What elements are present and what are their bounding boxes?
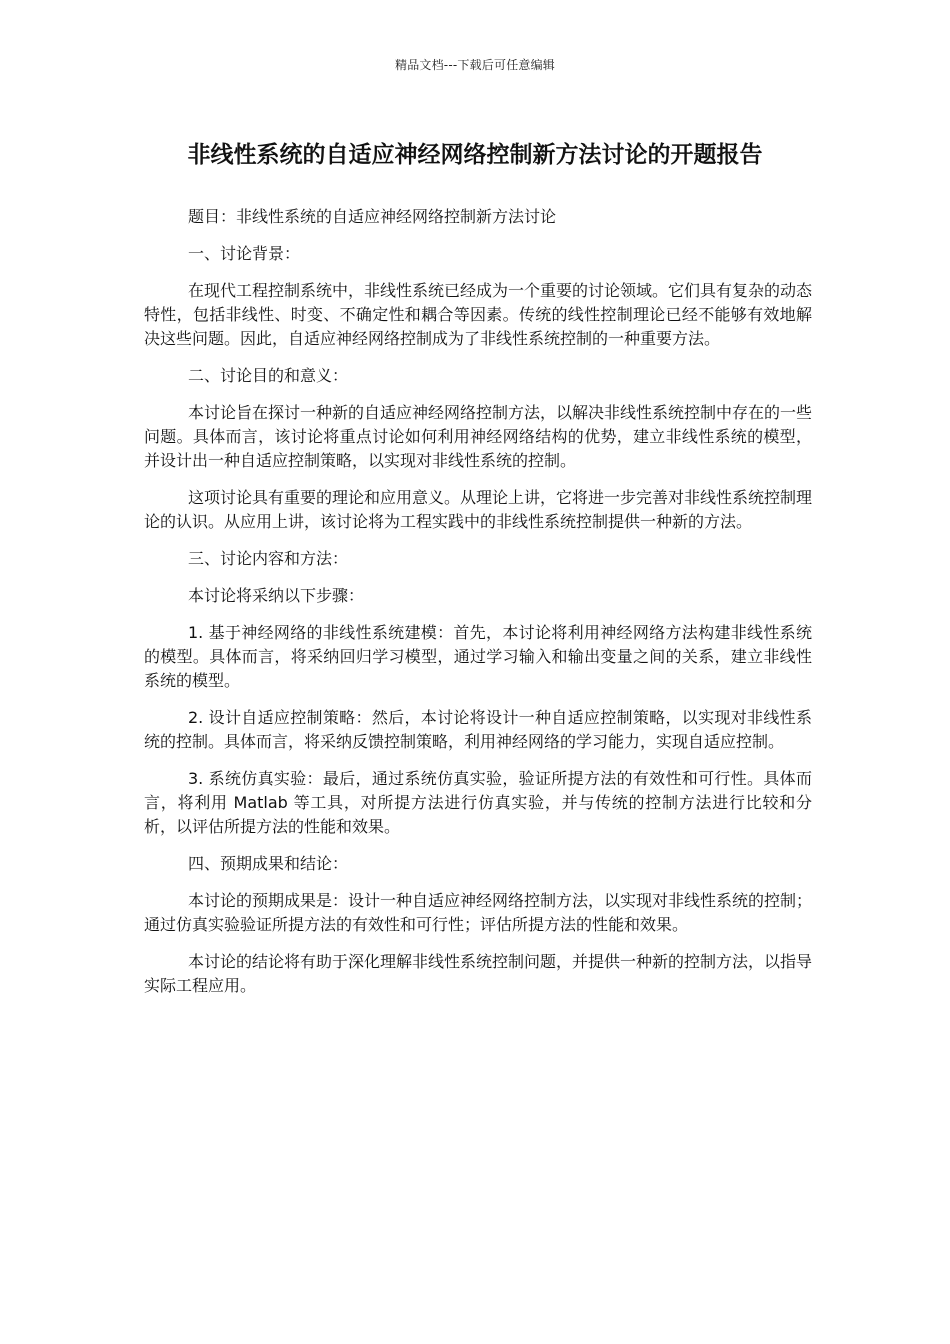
document-body (144, 205, 812, 1011)
method-step-1: 1. 基于神经网络的非线性系统建模：首先，本讨论将利用神经网络方法构建非线性系统的模型。具体而言，将采纳回归学习模型，通过学习输入和输出变量之间的关系，建立非线性系统的模型。 (144, 623, 812, 690)
method-step-2: 2. 设计自适应控制策略：然后，本讨论将设计一种自适应控制策略，以实现对非线性系统的控制。具体而言，将采纳反馈控制策略，利用神经网络的学习能力，实现自适应控制。 (144, 708, 812, 751)
methods-intro: 本讨论将采纳以下步骤： (188, 586, 365, 605)
conclusion-paragraph: 本讨论的结论将有助于深化理解非线性系统控制问题，并提供一种新的控制方法，以指导实际工程应用。 (144, 952, 813, 995)
significance-paragraph: 这项讨论具有重要的理论和应用意义。从理论上讲，它将进一步完善对非线性系统控制理论的认识。从应用上讲，该讨论将为工程实践中的非线性系统控制提供一种新的方法。 (144, 488, 813, 531)
section-heading-purpose: 二、讨论目的和意义： (188, 366, 349, 385)
outcomes-paragraph: 本讨论的预期成果是：设计一种自适应神经网络控制方法，以实现对非线性系统的控制；通过仿真实验验证所提方法的有效性和可行性；评估所提方法的性能和效果。 (144, 891, 813, 934)
section-heading-methods: 三、讨论内容和方法： (188, 549, 349, 568)
page-header-note: 精品文档---下载后可任意编辑 (395, 58, 555, 72)
document-title: 非线性系统的自适应神经网络控制新方法讨论的开题报告 (187, 142, 763, 168)
section-heading-outcomes: 四、预期成果和结论： (188, 854, 349, 873)
topic-line: 题目：非线性系统的自适应神经网络控制新方法讨论 (188, 207, 557, 226)
method-step-3: 3. 系统仿真实验：最后，通过系统仿真实验，验证所提方法的有效性和可行性。具体而言，将利用 Matlab 等工具，对所提方法进行仿真实验，并与传统的控制方法进行比较和分析，以评估所提方法的性能和效果。 (144, 769, 812, 836)
section-heading-background: 一、讨论背景： (188, 244, 301, 263)
background-paragraph: 在现代工程控制系统中，非线性系统已经成为一个重要的讨论领域。它们具有复杂的动态特性，包括非线性、时变、不确定性和耦合等因素。传统的线性控制理论已经不能够有效地解决这些问题。因此，自适应神经网络控制成为了非线性系统控制的一种重要方法。 (144, 281, 813, 348)
purpose-paragraph: 本讨论旨在探讨一种新的自适应神经网络控制方法，以解决非线性系统控制中存在的一些问题。具体而言，该讨论将重点讨论如何利用神经网络结构的优势，建立非线性系统的模型，并设计出一种自适应控制策略，以实现对非线性系统的控制。 (144, 403, 813, 470)
